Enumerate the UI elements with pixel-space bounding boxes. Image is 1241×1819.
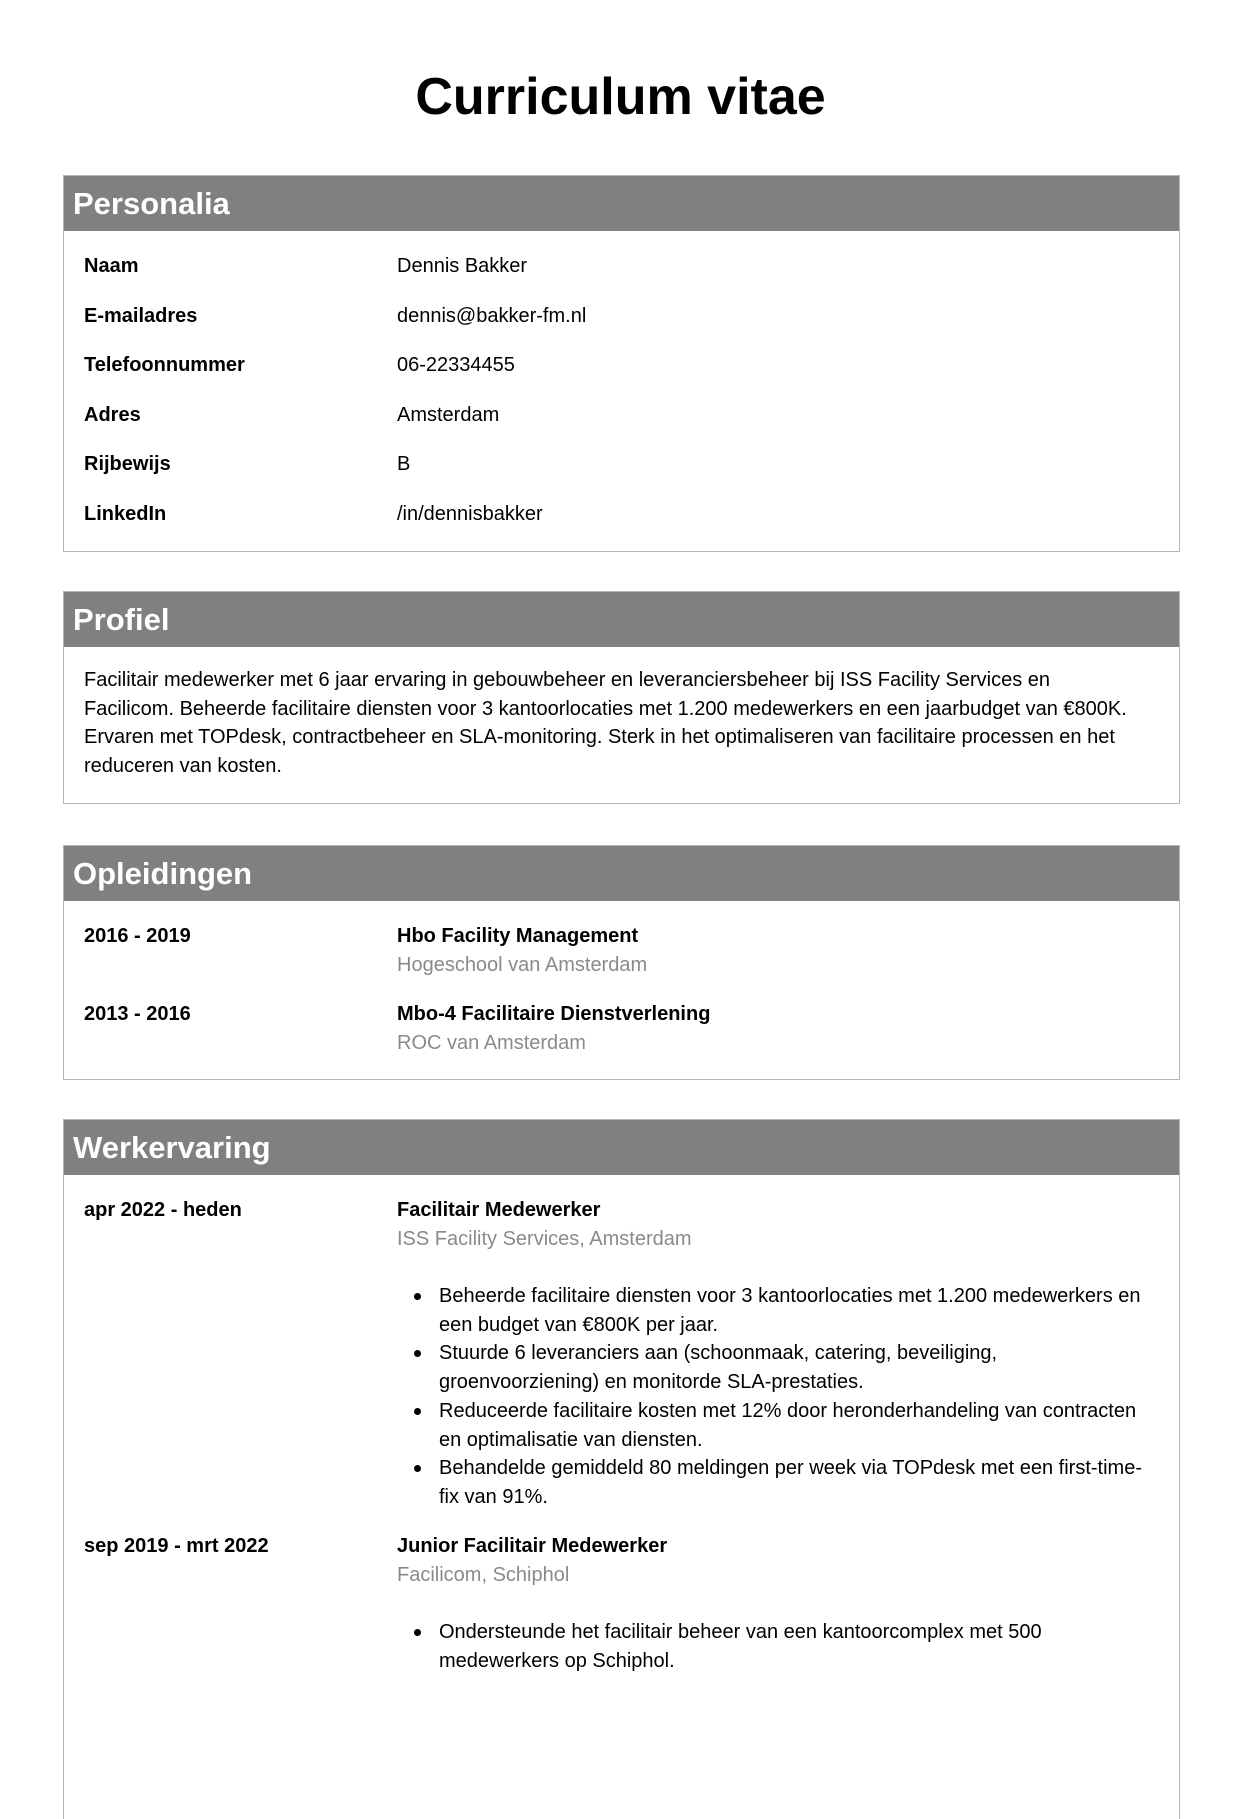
- section-heading-personalia: Personalia: [64, 176, 1179, 231]
- work-bullets: [397, 1282, 1159, 1512]
- work-title: Facilitair Medewerker: [397, 1199, 601, 1221]
- work-bullet-text: Beheerde facilitaire diensten voor 3 kantoorlocaties met 1.200 medewerkers en een budget van €800K per jaar.: [439, 1285, 1141, 1336]
- bullet-dot-icon: [414, 1350, 421, 1357]
- work-bullet: [439, 1339, 1159, 1396]
- personal-label: Rijbewijs: [84, 453, 171, 476]
- work-entry: [84, 1196, 1159, 1532]
- section-heading-werkervaring: Werkervaring: [64, 1120, 1179, 1175]
- personal-row-license: [84, 450, 1159, 500]
- personal-row-linkedin: [84, 500, 1159, 550]
- personal-label: LinkedIn: [84, 502, 167, 525]
- education-period: 2016 - 2019: [84, 925, 191, 947]
- work-period: sep 2019 - mrt 2022: [84, 1535, 269, 1557]
- education-title: Mbo-4 Facilitaire Dienstverlening: [397, 1003, 711, 1025]
- education-title: Hbo Facility Management: [397, 925, 639, 947]
- work-bullet: [439, 1282, 1159, 1339]
- work-entry: [84, 1532, 1159, 1675]
- personal-value: Dennis Bakker: [397, 255, 528, 277]
- personal-label: E-mailadres: [84, 304, 198, 327]
- personal-label: Telefoonnummer: [84, 354, 245, 377]
- work-title: Junior Facilitair Medewerker: [397, 1535, 668, 1557]
- personal-value: dennis@bakker-fm.nl: [397, 304, 587, 327]
- work-company: Facilicom, Schiphol: [397, 1564, 570, 1586]
- education-entry: [84, 922, 1159, 1000]
- section-werkervaring: [63, 1119, 1180, 1819]
- personal-value: /in/dennisbakker: [397, 502, 543, 525]
- work-bullet-text: Ondersteunde het facilitair beheer van een kantoorcomplex met 500 medewerkers op Schiphol.: [439, 1621, 1042, 1672]
- section-opleidingen: [63, 845, 1180, 1080]
- bullet-dot-icon: [414, 1465, 421, 1472]
- personal-row-email: [84, 302, 1159, 352]
- bullet-dot-icon: [414, 1408, 421, 1415]
- work-period: apr 2022 - heden: [84, 1199, 242, 1221]
- personal-row-name: [84, 252, 1159, 302]
- personal-value: B: [397, 453, 411, 476]
- work-bullet-text: Behandelde gemiddeld 80 meldingen per week via TOPdesk met een first-time-fix van 91%.: [439, 1457, 1142, 1508]
- work-bullet: [439, 1454, 1159, 1511]
- bullet-dot-icon: [414, 1629, 421, 1636]
- personal-value: 06-22334455: [397, 354, 515, 377]
- section-profiel: [63, 591, 1180, 804]
- education-institution: ROC van Amsterdam: [397, 1032, 586, 1054]
- section-personalia: [63, 175, 1180, 552]
- profile-summary: Facilitair medewerker met 6 jaar ervaring in gebouwbeheer en leveranciersbeheer bij ISS Facility Services en Facilicom. Beheerde facilitaire diensten voor 3 kantoorlocaties met 1.200 medewerkers en een jaarbudget van €800K. Ervaren met TOPdesk, contractbeheer en SLA-monitoring. Sterk in het optimaliseren van facilitaire processen en het reduceren van kosten.: [84, 669, 1127, 778]
- work-bullet-text: Reduceerde facilitaire kosten met 12% door heronderhandeling van contracten en optimalisatie van diensten.: [439, 1399, 1137, 1451]
- section-heading-opleidingen: Opleidingen: [64, 846, 1179, 901]
- work-bullet: [439, 1618, 1159, 1675]
- work-bullets: [397, 1618, 1159, 1675]
- personal-label: Adres: [84, 403, 141, 426]
- work-bullet-text: Stuurde 6 leveranciers aan (schoonmaak, catering, beveiliging, groenvoorziening) en monitorde SLA-prestaties.: [439, 1342, 998, 1394]
- education-entry: [84, 1000, 1159, 1078]
- section-heading-profiel: Profiel: [64, 592, 1179, 647]
- bullet-dot-icon: [414, 1293, 421, 1300]
- personal-row-address: [84, 401, 1159, 451]
- work-bullet: [439, 1397, 1159, 1454]
- personal-row-phone: [84, 351, 1159, 401]
- education-institution: Hogeschool van Amsterdam: [397, 954, 648, 976]
- education-period: 2013 - 2016: [84, 1003, 191, 1025]
- work-company: ISS Facility Services, Amsterdam: [397, 1228, 692, 1250]
- personal-label: Naam: [84, 255, 139, 277]
- personal-value: Amsterdam: [397, 403, 500, 426]
- document-title: Curriculum vitae: [415, 68, 826, 126]
